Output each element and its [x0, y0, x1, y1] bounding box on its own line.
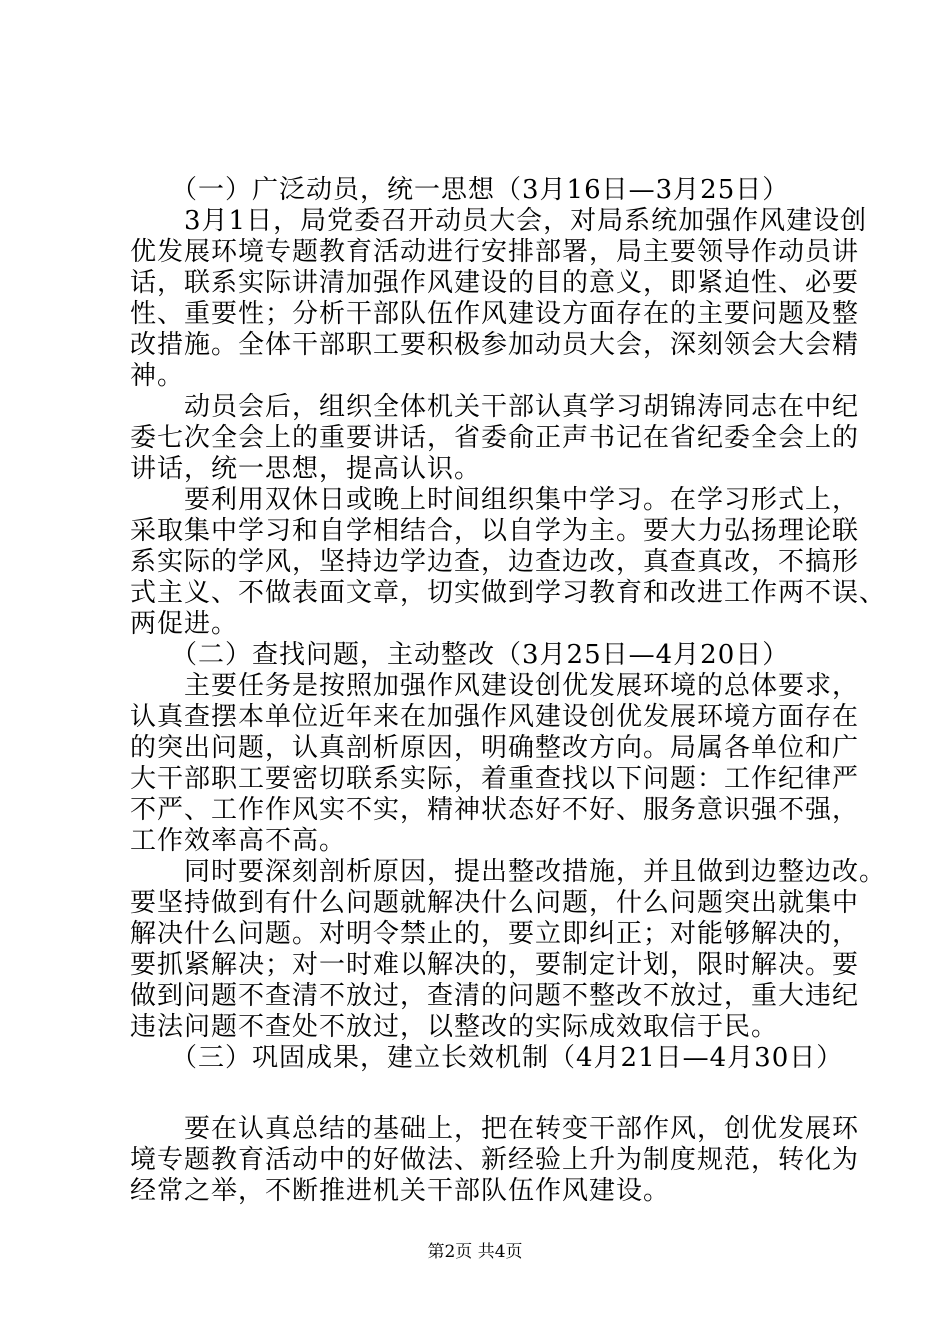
text-line: 工作效率高不高。 [130, 826, 347, 856]
text-line: 优发展环境专题教育活动进行安排部署，局主要领导作动员讲 [130, 237, 860, 267]
text-line: 要利用双休日或晚上时间组织集中学习。在学习形式上， [130, 485, 860, 515]
document-body [130, 175, 887, 1207]
text-line: 大干部职工要密切联系实际，着重查找以下问题：工作纪律严 [130, 764, 860, 794]
text-line: 经常之举，不断推进机关干部队伍作风建设。 [130, 1176, 671, 1206]
text-line: 的突出问题，认真剖析原因，明确整改方向。局属各单位和广 [130, 733, 860, 763]
text-line: 改措施。全体干部职工要积极参加动员大会，深刻领会大会精 [130, 330, 860, 360]
text-line: 讲话，统一思想，提高认识。 [130, 454, 482, 484]
text-line: 同时要深刻剖析原因，提出整改措施，并且做到边整边改。 [130, 857, 887, 887]
page-number: 第2页 共4页 [427, 1242, 523, 1262]
text-line: 两促进。 [130, 609, 239, 639]
text-line: 做到问题不查清不放过，查清的问题不整改不放过，重大违纪 [130, 981, 860, 1011]
text-line: 话，联系实际讲清加强作风建设的目的意义，即紧迫性、必要 [130, 268, 860, 298]
section-heading-2: （二）查找问题，主动整改（3月25日—4月20日） [130, 640, 790, 670]
text-line: 不严、工作作风实不实，精神状态好不好、服务意识强不强， [130, 795, 860, 825]
text-line: 神。 [130, 361, 185, 391]
section-heading-1: （一）广泛动员，统一思想（3月16日—3月25日） [130, 175, 790, 205]
lines-block-1 [130, 175, 887, 1074]
text-line: 要坚持做到有什么问题就解决什么问题，什么问题突出就集中 [130, 888, 860, 918]
text-line: 境专题教育活动中的好做法、新经验上升为制度规范，转化为 [130, 1145, 860, 1175]
text-line: 3月1日，局党委召开动员大会，对局系统加强作风建设创 [130, 206, 868, 236]
text-line: 性、重要性；分析干部队伍作风建设方面存在的主要问题及整 [130, 299, 860, 329]
paragraph-gap [130, 1074, 830, 1114]
text-line: 委七次全会上的重要讲话，省委俞正声书记在省纪委全会上的 [130, 423, 860, 453]
page-footer [0, 1242, 950, 1262]
text-line: 解决什么问题。对明令禁止的，要立即纠正；对能够解决的， [130, 919, 860, 949]
lines-block-2 [130, 1114, 860, 1207]
text-line: 动员会后，组织全体机关干部认真学习胡锦涛同志在中纪 [130, 392, 860, 422]
text-line: 采取集中学习和自学相结合，以自学为主。要大力弘扬理论联 [130, 516, 860, 546]
text-line: 式主义、不做表面文章，切实做到学习教育和改进工作两不误、 [130, 578, 887, 608]
text-line: 系实际的学风，坚持边学边查，边查边改，真查真改，不搞形 [130, 547, 860, 577]
text-line: 违法问题不查处不放过，以整改的实际成效取信于民。 [130, 1012, 779, 1042]
text-line: 要抓紧解决；对一时难以解决的，要制定计划，限时解决。要 [130, 950, 860, 980]
text-line: 主要任务是按照加强作风建设创优发展环境的总体要求， [130, 671, 860, 701]
text-line: 要在认真总结的基础上，把在转变干部作风，创优发展环 [130, 1114, 860, 1144]
text-line: 认真查摆本单位近年来在加强作风建设创优发展环境方面存在 [130, 702, 860, 732]
section-heading-3: （三）巩固成果，建立长效机制（4月21日—4月30日） [130, 1043, 844, 1073]
